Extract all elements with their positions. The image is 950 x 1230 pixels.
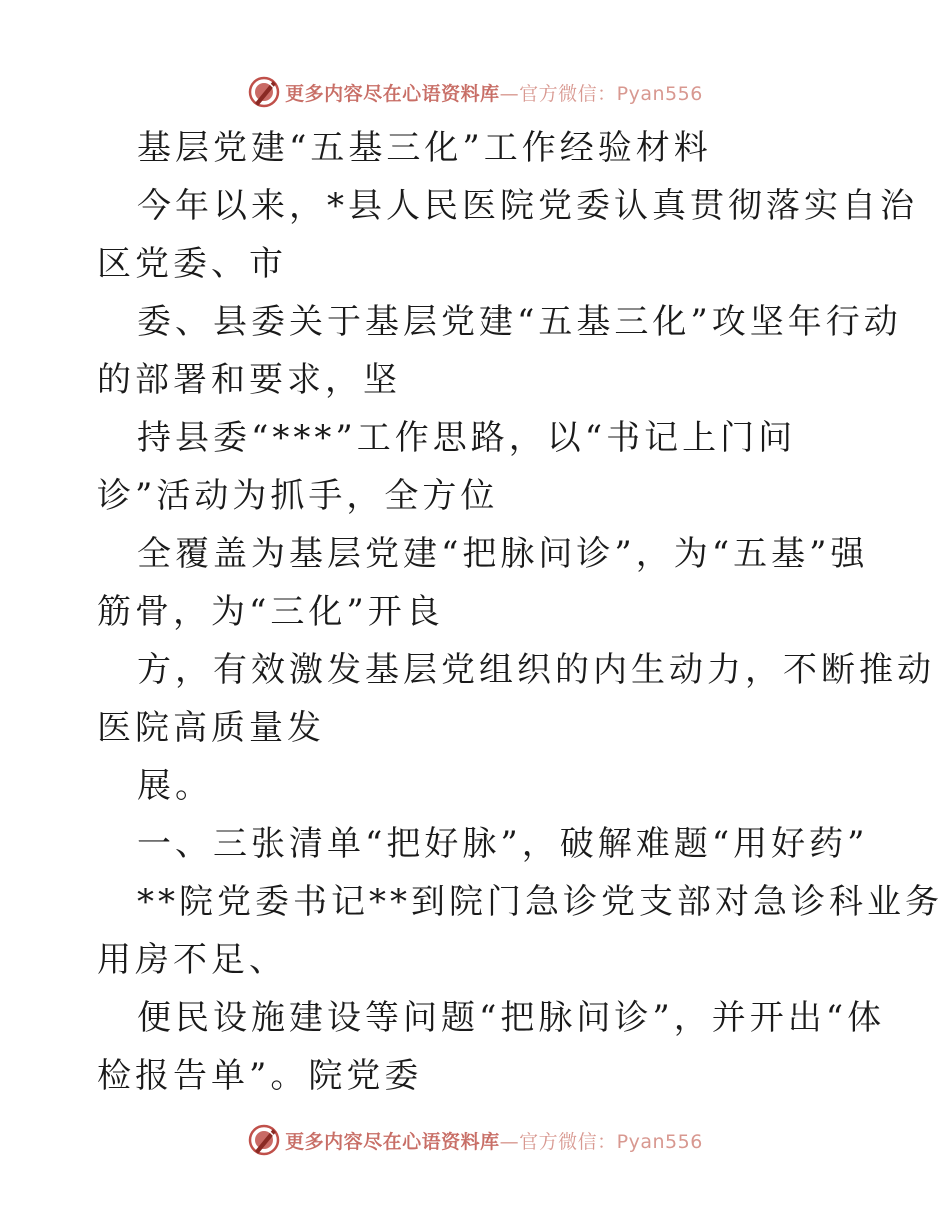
paragraph-line: **院党委书记**到院门急诊党支部对急诊科业务 [137,882,943,922]
section-heading: 一、三张清单“把好脉”，破解难题“用好药” [137,824,869,864]
paragraph-line: 区党委、市 [97,244,287,284]
watermark-main-text: 更多内容尽在心语资料库 [285,82,500,105]
paragraph-line: 展。 [137,766,213,806]
footer-watermark [0,1120,950,1160]
watermark-sub-text: —官方微信：Pyan556 [499,1130,703,1153]
watermark-text [285,1127,703,1154]
paragraph-line: 持县委“***”工作思路，以“书记上门问 [137,418,797,458]
paragraph-line: 的部署和要求，坚 [97,360,401,400]
paragraph-line: 便民设施建设等问题“把脉问诊”，并开出“体 [137,998,886,1038]
document-body [97,119,943,1105]
quill-pen-logo-icon [247,75,281,109]
watermark-text [285,79,703,106]
header-watermark [0,72,950,112]
paragraph-line: 诊”活动为抓手，全方位 [97,476,499,516]
paragraph-line: 全覆盖为基层党建“把脉问诊”，为“五基”强 [137,534,869,574]
watermark-main-text: 更多内容尽在心语资料库 [285,1130,500,1153]
quill-pen-logo-icon [247,1123,281,1157]
paragraph-line: 委、县委关于基层党建“五基三化”攻坚年行动 [137,302,902,342]
paragraph-line: 今年以来，*县人民医院党委认真贯彻落实自治 [137,186,918,226]
paragraph-line: 方，有效激发基层党组织的内生动力，不断推动 [137,650,935,690]
paragraph-line: 检报告单”。院党委 [97,1056,423,1096]
paragraph-line: 筋骨，为“三化”开良 [97,592,444,632]
paragraph-line: 用房不足、 [97,940,287,980]
watermark-sub-text: —官方微信：Pyan556 [499,82,703,105]
document-title: 基层党建“五基三化”工作经验材料 [137,128,712,168]
paragraph-line: 医院高质量发 [97,708,325,748]
